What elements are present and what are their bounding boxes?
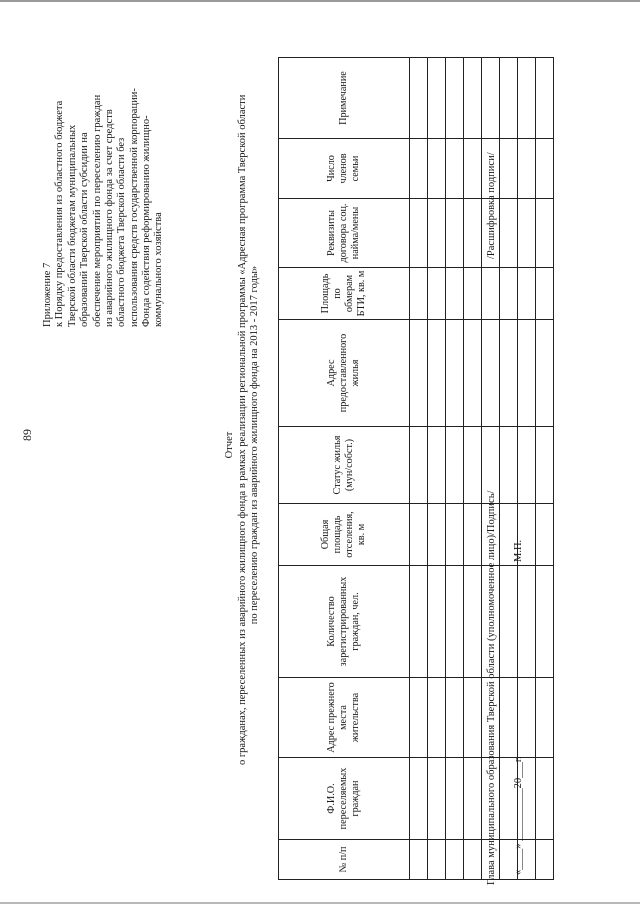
table-cell	[464, 678, 482, 758]
table-cell	[428, 139, 446, 199]
column-header: Ф.И.О. переселяемых граждан	[279, 758, 410, 840]
table-cell	[428, 678, 446, 758]
table-cell	[428, 427, 446, 504]
table-cell	[428, 758, 446, 840]
table-row	[446, 58, 464, 880]
appendix-line: из аварийного жилищного фонда за счет средств	[103, 109, 115, 327]
table-cell	[536, 678, 554, 758]
table-cell	[410, 758, 428, 840]
table-cell	[446, 840, 464, 880]
table-cell	[482, 58, 500, 139]
report-subtitle-line-1: о гражданах, переселенных из аварийного жилищного фонда в рамках реализации региональной программы «Адресная программа Тверской области	[236, 94, 248, 765]
signature-label: /Подпись/	[486, 490, 497, 535]
table-cell	[518, 427, 536, 504]
table-cell	[446, 320, 464, 427]
table-cell	[536, 840, 554, 880]
table-cell	[536, 58, 554, 139]
table-cell	[518, 139, 536, 199]
table-cell	[464, 320, 482, 427]
table-cell	[464, 840, 482, 880]
column-header: Примечание	[279, 58, 410, 139]
table-cell	[500, 58, 518, 139]
table-cell	[410, 840, 428, 880]
table-cell	[446, 504, 464, 566]
appendix-line: Приложение 7	[42, 262, 53, 327]
table-cell	[500, 320, 518, 427]
appendix-line: образований Тверской области субсидии на	[79, 132, 91, 327]
table-cell	[446, 427, 464, 504]
table-cell	[536, 758, 554, 840]
table-cell	[410, 566, 428, 678]
table-cell	[464, 758, 482, 840]
table-cell	[446, 58, 464, 139]
appendix-line: обеспечение мероприятий по переселению граждан	[91, 94, 103, 327]
table-cell	[518, 199, 536, 268]
table-row	[410, 58, 428, 880]
column-header: Общая площадь отселения, кв. м	[279, 504, 410, 566]
appendix-line: коммунального хозяйства	[153, 212, 165, 327]
table-cell	[518, 566, 536, 678]
table-cell	[446, 678, 464, 758]
column-header: Адрес прежнего места жительства	[279, 678, 410, 758]
table-cell	[464, 58, 482, 139]
report-title-block	[224, 94, 262, 765]
report-title: Отчет	[224, 431, 235, 459]
column-header: Площадь по обмерам БТИ, кв. м	[279, 268, 410, 320]
appendix-line: Фонда содействия реформированию жилищно-	[141, 115, 152, 327]
table-cell	[518, 58, 536, 139]
table-cell	[410, 678, 428, 758]
table-cell	[500, 139, 518, 199]
page-number: 89	[20, 429, 34, 441]
table-cell	[410, 268, 428, 320]
appendix-line: Тверской области бюджетам муниципальных	[66, 124, 78, 327]
table-cell	[446, 199, 464, 268]
report-subtitle-line-2: по переселению граждан из аварийного жилищного фонда на 2013 - 2017 годы»	[249, 265, 261, 625]
table-cell	[518, 678, 536, 758]
table-cell	[464, 504, 482, 566]
column-header: Количество зарегистрированных граждан, чел.	[279, 566, 410, 678]
table-cell	[410, 199, 428, 268]
appendix-line: областного бюджета Тверской области без	[116, 137, 128, 327]
table-row	[464, 58, 482, 880]
table-cell	[428, 199, 446, 268]
table-cell	[428, 320, 446, 427]
column-header: № п/п	[279, 840, 410, 880]
appendix-block	[42, 7, 166, 327]
table-cell	[500, 678, 518, 758]
column-header: Адрес предоставленного жилья	[279, 320, 410, 427]
table-cell	[428, 566, 446, 678]
table-cell	[464, 566, 482, 678]
table-cell	[446, 139, 464, 199]
date-line: «____» __________20___г.	[513, 756, 524, 875]
table-header-row	[279, 58, 410, 880]
table-cell	[536, 199, 554, 268]
column-header: Реквизиты договора соц. найма/мены	[279, 199, 410, 268]
table-cell	[464, 268, 482, 320]
table-row	[428, 58, 446, 880]
table-cell	[518, 268, 536, 320]
table-cell	[500, 268, 518, 320]
table-cell	[446, 268, 464, 320]
table-cell	[410, 139, 428, 199]
table-cell	[428, 504, 446, 566]
table-cell	[446, 758, 464, 840]
table-cell	[536, 427, 554, 504]
table-cell	[410, 320, 428, 427]
table-cell	[410, 427, 428, 504]
stamp-label: М.П.	[513, 539, 524, 562]
table-cell	[428, 840, 446, 880]
table-cell	[500, 566, 518, 678]
appendix-line: к Порядку предоставления из областного бюджета	[54, 100, 66, 327]
table-cell	[446, 566, 464, 678]
table-cell	[482, 268, 500, 320]
table-cell	[536, 139, 554, 199]
appendix-line: использования средств государственной корпорации-	[128, 88, 140, 327]
table-cell	[518, 320, 536, 427]
table-cell	[536, 566, 554, 678]
table-cell	[410, 504, 428, 566]
table-cell	[410, 58, 428, 139]
table-cell	[428, 268, 446, 320]
table-cell	[500, 199, 518, 268]
table-cell	[536, 268, 554, 320]
table-cell	[428, 58, 446, 139]
signature-decoding-label: /Расшифровка подписи/	[486, 152, 497, 259]
table-cell	[464, 427, 482, 504]
column-header: Статус жилья (мун/собст.)	[279, 427, 410, 504]
table-row	[536, 58, 554, 880]
table-cell	[464, 139, 482, 199]
table-cell	[482, 320, 500, 427]
head-of-municipality-label: Глава муниципального образования Тверской области (уполномоченное лицо)	[486, 534, 497, 885]
table-cell	[464, 199, 482, 268]
column-header: Число членов семьи	[279, 139, 410, 199]
table-cell	[536, 320, 554, 427]
table-cell	[500, 427, 518, 504]
table-cell	[536, 504, 554, 566]
